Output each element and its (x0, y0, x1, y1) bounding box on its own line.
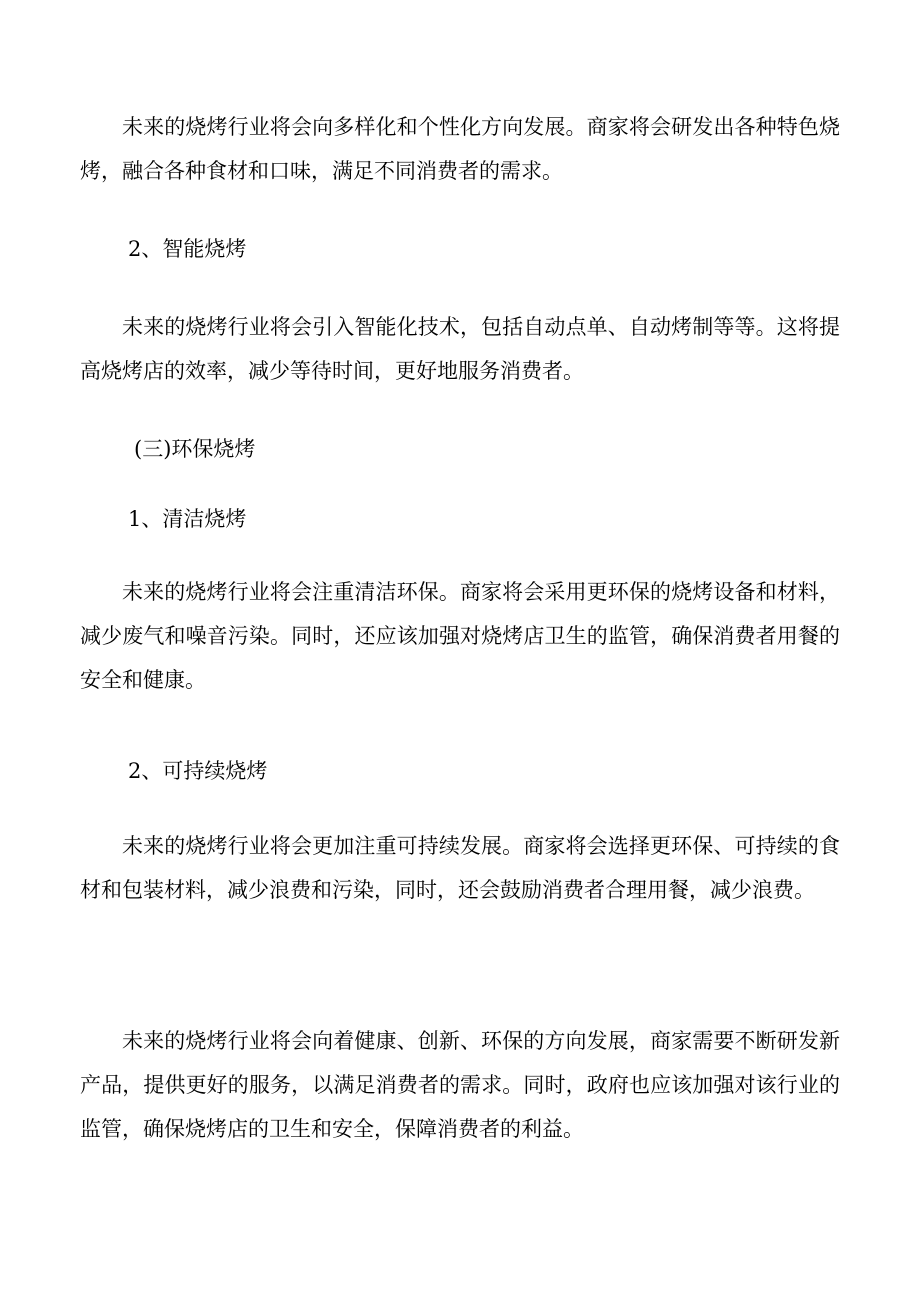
paragraph-conclusion: 未来的烧烤行业将会向着健康、创新、环保的方向发展，商家需要不断研发新产品，提供更好的服务，以满足消费者的需求。同时，政府也应该加强对该行业的监管，确保烧烤店的卫生和安全，保障消费者的利益。 (80, 1029, 840, 1141)
paragraph-sustainable-bbq: 未来的烧烤行业将会更加注重可持续发展。商家将会选择更环保、可持续的食材和包装材料，减少浪费和污染，同时，还会鼓励消费者合理用餐，减少浪费。 (80, 834, 840, 902)
heading-sustainable-bbq: 2、可持续烧烤 (128, 759, 268, 783)
heading-smart-bbq: 2、智能烧烤 (128, 237, 247, 261)
heading-eco-bbq: (三)环保烧烤 (134, 437, 256, 461)
paragraph-smart-bbq: 未来的烧烤行业将会引入智能化技术，包括自动点单、自动烤制等等。这将提高烧烤店的效率，减少等待时间，更好地服务消费者。 (80, 315, 840, 383)
paragraph-clean-bbq: 未来的烧烤行业将会注重清洁环保。商家将会采用更环保的烧烤设备和材料，减少废气和噪音污染。同时，还应该加强对烧烤店卫生的监管，确保消费者用餐的安全和健康。 (80, 580, 840, 692)
paragraph-diversified-bbq: 未来的烧烤行业将会向多样化和个性化方向发展。商家将会研发出各种特色烧烤，融合各种食材和口味，满足不同消费者的需求。 (80, 115, 840, 183)
heading-clean-bbq: 1、清洁烧烤 (128, 507, 247, 531)
